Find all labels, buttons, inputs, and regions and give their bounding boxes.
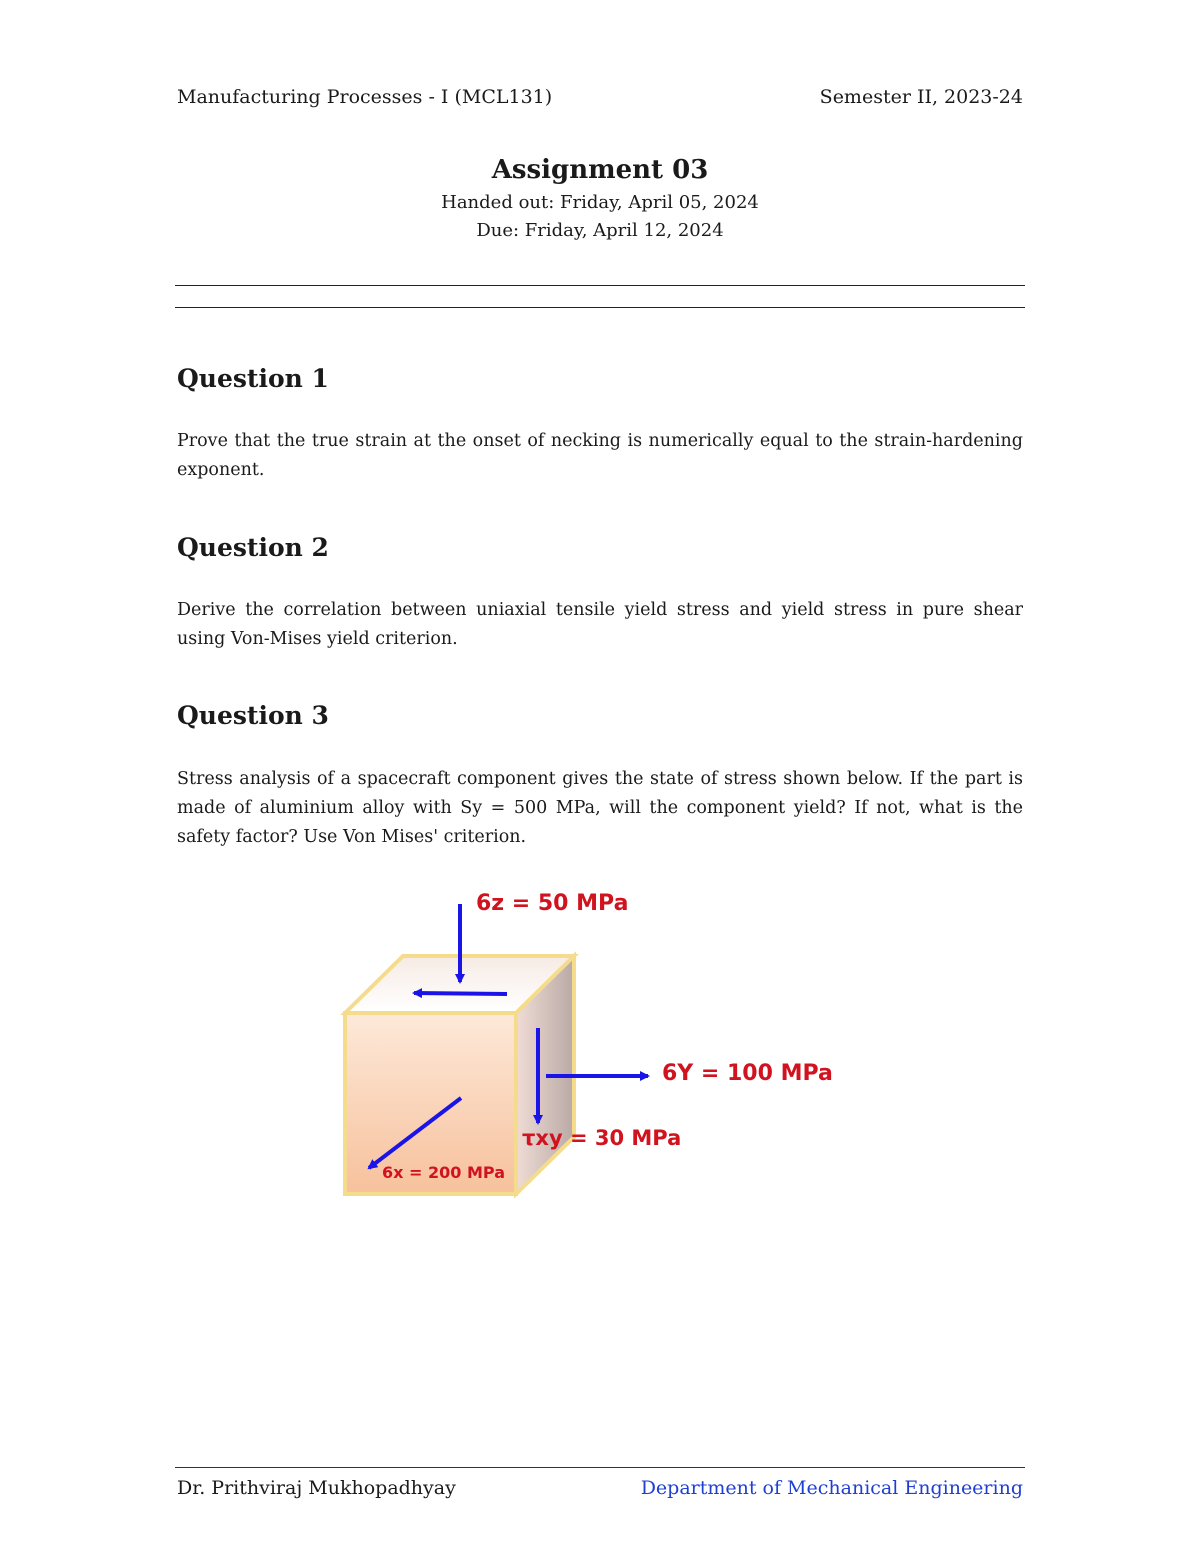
stress-element-diagram [330, 880, 890, 1210]
question-2-heading: Question 2 [177, 533, 329, 562]
label-front-stress: 6x = 200 MPa [382, 1163, 505, 1182]
course-header: Manufacturing Processes - I (MCL131) [177, 86, 553, 108]
arrow-top-shear [414, 993, 507, 994]
question-1-text: Prove that the true strain at the onset of necking is numerically equal to the strain-hardening exponent. [177, 431, 1023, 480]
second-rule [175, 307, 1025, 308]
assignment-title: Assignment 03 [491, 155, 709, 185]
label-shear-stress: τxy = 30 MPa [522, 1126, 682, 1150]
handed-out-date: Handed out: Friday, April 05, 2024 [441, 192, 759, 213]
question-3-heading: Question 3 [177, 701, 329, 730]
label-top-stress: 6z = 50 MPa [476, 891, 629, 916]
footer-author: Dr. Prithviraj Mukhopadhyay [177, 1477, 456, 1499]
question-1-heading: Question 1 [177, 364, 329, 393]
top-rule [175, 285, 1025, 286]
footer-department-link[interactable]: Department of Mechanical Engineering [640, 1477, 1023, 1499]
semester-header: Semester II, 2023-24 [819, 86, 1023, 108]
label-right-stress: 6Y = 100 MPa [662, 1061, 833, 1086]
footer-rule [175, 1467, 1025, 1468]
question-3-text: Stress analysis of a spacecraft component gives the state of stress shown below. If the part is made of aluminium alloy with Sy = 500 MPa, will the component yield? If not, what is the safety factor? Use Von Mises' criterion. [177, 769, 1023, 847]
question-2-text: Derive the correlation between uniaxial tensile yield stress and yield stress in pure shear using Von-Mises yield criterion. [177, 600, 1023, 649]
due-date: Due: Friday, April 12, 2024 [476, 220, 724, 241]
